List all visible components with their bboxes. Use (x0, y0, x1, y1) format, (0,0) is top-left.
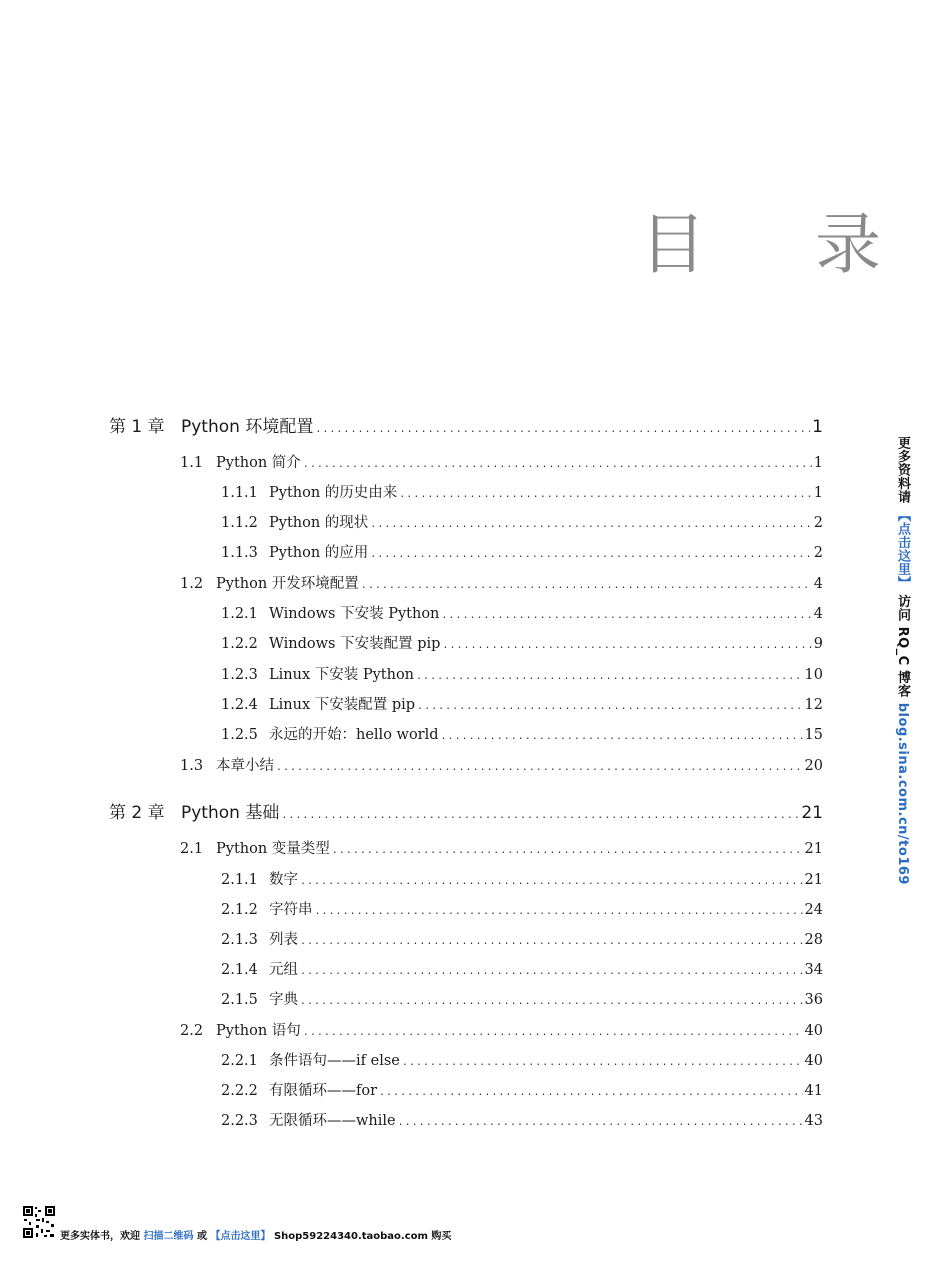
toc-entry-number: 1.1.1 (221, 485, 258, 501)
toc-entry-number: 2.1 (180, 841, 204, 857)
toc-page-number: 24 (804, 902, 823, 918)
toc-sub-row[interactable] (221, 693, 823, 717)
footer-qr-link[interactable]: 扫描二维码 (143, 1231, 194, 1242)
toc-dot-leader (315, 900, 803, 924)
toc-sub-row[interactable] (221, 1109, 823, 1133)
toc-entry-title: 字典 (269, 992, 298, 1008)
toc-page-number: 1 (812, 417, 823, 437)
toc-entry-number: 2.1.3 (221, 932, 258, 948)
toc-sub-row[interactable] (221, 868, 823, 892)
toc-entry-title: Python 简介 (216, 455, 301, 471)
toc-entry-number: 1.2.1 (221, 606, 258, 622)
toc-dot-leader (300, 930, 803, 954)
toc-sub-row[interactable] (221, 958, 823, 982)
toc-entry-title: 本章小结 (216, 758, 274, 774)
toc-page-number: 1 (813, 485, 823, 501)
toc-entry-title: Linux 下安装配置 pip (269, 697, 416, 713)
toc-entry-number: 1.2.4 (221, 697, 258, 713)
toc-entry-title: Python 环境配置 (181, 417, 314, 437)
toc-entry-number: 1.2.2 (221, 636, 258, 652)
toc-dot-leader (315, 418, 810, 442)
toc-sub-row[interactable] (221, 663, 823, 687)
toc-page-number: 2 (813, 515, 823, 531)
toc-dot-leader (402, 1051, 803, 1075)
toc-entry-title: Python 的历史由来 (269, 485, 398, 501)
toc-entry-title: Python 的应用 (269, 545, 369, 561)
toc-sub-row[interactable] (221, 481, 823, 505)
toc-entry-number: 2.1.4 (221, 962, 258, 978)
toc-page-number: 21 (804, 872, 823, 888)
toc-entry-title: Python 开发环境配置 (216, 576, 359, 592)
toc-entry-number: 1.2.3 (221, 667, 258, 683)
footer-text-2: 或 (196, 1231, 207, 1242)
toc-page-number: 2 (813, 545, 823, 561)
toc-page-number: 41 (804, 1083, 823, 1099)
toc-sub-row[interactable] (221, 541, 823, 565)
toc-dot-leader (399, 483, 811, 507)
toc-sub-row[interactable] (221, 928, 823, 952)
toc-dot-leader (379, 1081, 803, 1105)
toc-entry-number: 2.1.5 (221, 992, 258, 1008)
toc-page-number: 36 (804, 992, 823, 1008)
toc-dot-leader (441, 725, 803, 749)
toc-dot-leader (300, 990, 803, 1014)
toc-entry-number: 2.2.2 (221, 1083, 258, 1099)
toc-entry-title: Python 语句 (216, 1023, 301, 1039)
toc-page-number: 21 (801, 803, 823, 823)
toc-entry-title: 无限循环——while (269, 1113, 396, 1129)
toc-page-number: 12 (804, 697, 823, 713)
toc-sub-row[interactable] (221, 898, 823, 922)
toc-sub-row[interactable] (221, 1049, 823, 1073)
toc-page-number: 43 (804, 1113, 823, 1129)
toc-chapter-row[interactable] (109, 415, 823, 439)
toc-page-number: 21 (804, 841, 823, 857)
toc-dot-leader (303, 453, 812, 477)
footer-text: 更多实体书，欢迎 (60, 1231, 140, 1242)
toc-entry-title: 字符串 (269, 902, 313, 918)
toc-sub-row[interactable] (221, 632, 823, 656)
side-banner-text-2: 访问 RQ_C 博客 (895, 594, 910, 698)
toc-dot-leader (303, 1021, 803, 1045)
toc-page-number: 10 (804, 667, 823, 683)
toc-entry-number: 第 2 章 (109, 803, 165, 823)
toc-sub-row[interactable] (221, 511, 823, 535)
toc-chapter-row[interactable] (109, 801, 823, 825)
toc-page-number: 4 (813, 606, 823, 622)
toc-dot-leader (300, 960, 803, 984)
toc-entry-number: 2.2 (180, 1023, 204, 1039)
toc-page-number: 20 (804, 758, 823, 774)
toc-section-row[interactable] (180, 837, 823, 861)
toc-entry-number: 1.1 (180, 455, 204, 471)
toc-entry-number: 第 1 章 (109, 417, 165, 437)
toc-entry-number: 2.1.2 (221, 902, 258, 918)
qr-code-icon[interactable] (22, 1205, 56, 1239)
toc-dot-leader (398, 1111, 803, 1135)
side-banner-link[interactable]: 【点击这里】 (895, 508, 910, 590)
toc-entry-number: 1.1.3 (221, 545, 258, 561)
footer-banner (60, 1227, 451, 1242)
toc-entry-number: 1.3 (180, 758, 204, 774)
toc-entry-title: 条件语句——if else (269, 1053, 400, 1069)
toc-section-row[interactable] (180, 754, 823, 778)
toc-entry-title: 永远的开始：hello world (269, 727, 439, 743)
toc-entry-title: Python 的现状 (269, 515, 369, 531)
toc-section-row[interactable] (180, 1019, 823, 1043)
toc-entry-title: Windows 下安装配置 pip (269, 636, 441, 652)
toc-page-number: 15 (804, 727, 823, 743)
toc-entry-number: 1.2.5 (221, 727, 258, 743)
toc-section-row[interactable] (180, 451, 823, 475)
toc-dot-leader (441, 604, 811, 628)
toc-dot-leader (276, 756, 803, 780)
toc-dot-leader (416, 665, 803, 689)
toc-page-number: 1 (813, 455, 823, 471)
toc-sub-row[interactable] (221, 988, 823, 1012)
toc-sub-row[interactable] (221, 1079, 823, 1103)
side-banner (893, 436, 912, 885)
footer-shop-text: Shop59224340.taobao.com 购买 (273, 1231, 452, 1242)
page-title: 目 录 (640, 206, 925, 283)
side-banner-url[interactable]: blog.sina.com.cn/to169 (895, 702, 910, 885)
toc-entry-title: 有限循环——for (269, 1083, 378, 1099)
toc-entry-number: 1.1.2 (221, 515, 258, 531)
side-banner-text: 更多资料请 (895, 436, 910, 504)
toc-entry-title: 数字 (269, 872, 298, 888)
toc-entry-number: 1.2 (180, 576, 204, 592)
toc-dot-leader (370, 513, 811, 537)
toc-dot-leader (442, 634, 811, 658)
toc-entry-title: 元组 (269, 962, 298, 978)
toc-sub-row[interactable] (221, 602, 823, 626)
toc-dot-leader (300, 870, 803, 894)
toc-entry-number: 2.1.1 (221, 872, 258, 888)
toc-dot-leader (281, 804, 799, 828)
toc-entry-title: Windows 下安装 Python (269, 606, 440, 622)
toc-entry-title: 列表 (269, 932, 298, 948)
toc-page-number: 28 (804, 932, 823, 948)
toc-page-number: 40 (804, 1023, 823, 1039)
toc-dot-leader (361, 574, 812, 598)
toc-dot-leader (370, 543, 811, 567)
toc-dot-leader (332, 839, 803, 863)
toc-entry-title: Python 变量类型 (216, 841, 330, 857)
toc-page-number: 4 (813, 576, 823, 592)
toc-page-number: 40 (804, 1053, 823, 1069)
toc-section-row[interactable] (180, 572, 823, 596)
toc-sub-row[interactable] (221, 723, 823, 747)
toc-entry-number: 2.2.1 (221, 1053, 258, 1069)
toc-entry-number: 2.2.3 (221, 1113, 258, 1129)
toc-page-number: 34 (804, 962, 823, 978)
toc-entry-title: Python 基础 (181, 803, 280, 823)
toc-entry-title: Linux 下安装 Python (269, 667, 415, 683)
toc-dot-leader (417, 695, 803, 719)
footer-click-link[interactable]: 【点击这里】 (210, 1231, 271, 1242)
toc-page-number: 9 (813, 636, 823, 652)
